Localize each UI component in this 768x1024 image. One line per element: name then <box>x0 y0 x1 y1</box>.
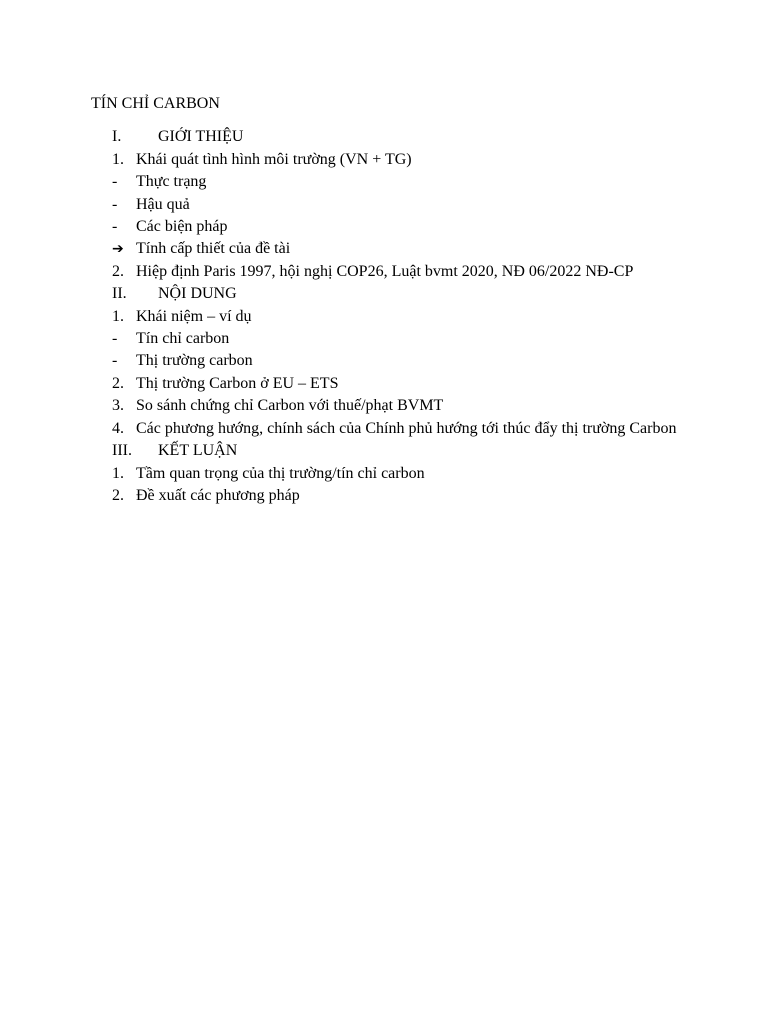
list-marker: - <box>112 218 118 236</box>
list-item-text: Các biện pháp <box>136 218 228 236</box>
list-item <box>91 171 691 193</box>
list-item <box>91 216 691 238</box>
list-item <box>91 350 691 372</box>
list-item-text: Tầm quan trọng của thị trường/tín chỉ carbon <box>136 464 425 482</box>
list-item-text: Đề xuất các phương pháp <box>136 486 300 504</box>
list-item <box>91 485 691 507</box>
list-marker: - <box>112 173 118 191</box>
list-item <box>91 395 691 417</box>
list-item-text: Thực trạng <box>136 173 207 191</box>
list-item-text: Thị trường carbon <box>136 352 253 370</box>
list-item-text: Tính cấp thiết của đề tài <box>136 240 291 258</box>
section-heading <box>91 126 691 148</box>
section-number: III. <box>112 442 132 460</box>
section-title: NỘI DUNG <box>158 285 237 303</box>
list-marker: 2. <box>112 486 124 504</box>
list-item <box>91 328 691 350</box>
list-item-text: Khái niệm – ví dụ <box>136 307 252 325</box>
list-marker: - <box>112 352 118 370</box>
document-content <box>91 93 691 507</box>
list-marker: 1. <box>112 307 124 325</box>
section-title: GIỚI THIỆU <box>158 128 244 146</box>
list-marker: 1. <box>112 464 124 482</box>
list-item <box>91 261 691 283</box>
section-number: II. <box>112 285 127 303</box>
list-marker: - <box>112 330 118 348</box>
list-marker: - <box>112 195 118 213</box>
list-marker: 2. <box>112 262 124 280</box>
list-item <box>91 373 691 395</box>
list-item-text: Hiệp định Paris 1997, hội nghị COP26, Luật bvmt 2020, NĐ 06/2022 NĐ-CP <box>136 262 634 280</box>
list-item-text: So sánh chứng chỉ Carbon với thuế/phạt BVMT <box>136 397 444 415</box>
list-item-text: Thị trường Carbon ở EU – ETS <box>136 374 339 392</box>
list-item-text: Hậu quả <box>136 195 190 213</box>
list-item <box>91 238 691 260</box>
list-item <box>91 194 691 216</box>
list-item <box>91 149 691 171</box>
list-item <box>91 418 691 440</box>
section-number: I. <box>112 128 122 146</box>
list-item-text: Khái quát tình hình môi trường (VN + TG) <box>136 150 412 168</box>
list-marker: 1. <box>112 150 124 168</box>
list-marker: 2. <box>112 374 124 392</box>
document-title: TÍN CHỈ CARBON <box>91 95 220 112</box>
list-item-text: Các phương hướng, chính sách của Chính phủ hướng tới thúc đẩy thị trường Carbon <box>136 419 677 437</box>
list-item <box>91 463 691 485</box>
section-title: KẾT LUẬN <box>158 442 238 460</box>
section-heading <box>91 283 691 305</box>
arrow-icon: ➔ <box>112 241 124 258</box>
list-item <box>91 306 691 328</box>
section-heading <box>91 440 691 462</box>
list-item-text: Tín chỉ carbon <box>136 330 230 348</box>
list-marker: 4. <box>112 419 124 437</box>
list-marker: 3. <box>112 397 124 415</box>
